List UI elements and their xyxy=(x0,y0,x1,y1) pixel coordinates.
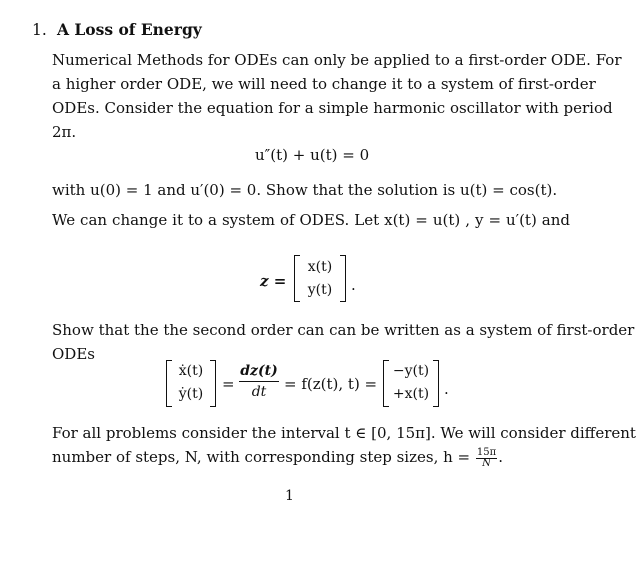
intro-line-2: a higher order ODE, we will need to change it to a system of first-order xyxy=(52,75,596,93)
initial-conditions-paragraph xyxy=(52,178,570,202)
frac-denominator: dt xyxy=(251,384,267,400)
fraction-bar xyxy=(239,381,279,382)
interval-paragraph xyxy=(52,421,636,469)
frac-numerator: dz(t) xyxy=(240,363,278,379)
vector-z-matrix xyxy=(294,255,346,303)
initial-conditions-line: with u(0) = 1 and u′(0) = 0. Show that the solution is u(t) = cos(t). xyxy=(52,181,558,199)
oscillator-equation: u″(t) + u(t) = 0 xyxy=(255,146,370,164)
step-size-denominator: N xyxy=(482,457,491,469)
interval-line-1: For all problems consider the interval t ∈ [0, 15π]. We will consider different xyxy=(52,424,636,442)
system-paragraph xyxy=(52,318,635,366)
lhs-derivative-matrix xyxy=(166,360,216,408)
dz-dt-fraction xyxy=(239,363,279,400)
interval-line-2-text: number of steps, N, with corresponding step sizes, h = xyxy=(52,448,471,466)
system-period: . xyxy=(444,380,449,398)
vector-z-bottom: y(t) xyxy=(307,282,333,298)
page-number: 1 xyxy=(285,488,294,504)
section-number: 1. xyxy=(32,21,47,39)
step-size-numerator: 15π xyxy=(476,446,497,458)
interval-line-2 xyxy=(52,445,570,469)
system-line-2: ODEs xyxy=(52,345,95,363)
change-paragraph xyxy=(52,208,570,232)
change-line: We can change it to a system of ODES. Let x(t) = u(t) , y = u′(t) and xyxy=(52,211,570,229)
intro-line-3: ODEs. Consider the equation for a simple harmonic oscillator with period xyxy=(52,99,613,117)
lhs-bottom: ẏ(t) xyxy=(178,386,204,402)
interval-line-2-period: . xyxy=(498,448,503,466)
vector-z-period: . xyxy=(351,276,356,294)
function-expression: = f(z(t), t) = xyxy=(284,375,378,393)
rhs-bottom: +x(t) xyxy=(392,386,430,402)
vector-z-lhs: z = xyxy=(260,272,287,290)
intro-line-1: Numerical Methods for ODEs can only be applied to a first-order ODE. For xyxy=(52,51,622,69)
vector-z-top: x(t) xyxy=(307,259,333,275)
intro-paragraph xyxy=(52,48,622,144)
rhs-matrix xyxy=(383,360,439,408)
equals-sign-1: = xyxy=(222,375,235,393)
intro-line-4: 2π. xyxy=(52,123,77,141)
step-size-fraction xyxy=(476,448,497,469)
rhs-top: −y(t) xyxy=(392,363,430,379)
section-title: A Loss of Energy xyxy=(56,20,202,39)
lhs-top: ẋ(t) xyxy=(178,363,204,379)
section-heading xyxy=(32,20,202,39)
vector-z-label xyxy=(260,272,286,290)
system-line-1: Show that the the second order can can be written as a system of first-order xyxy=(52,321,635,339)
